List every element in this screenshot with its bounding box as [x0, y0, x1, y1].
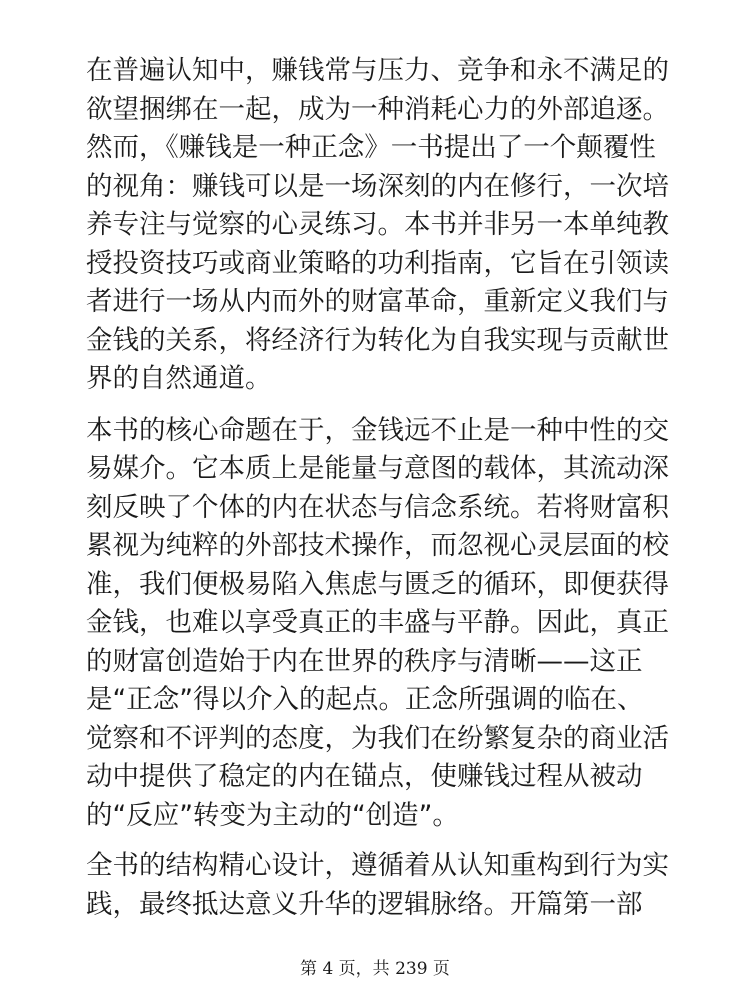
text-line: 养专注与觉察的心灵练习。本书并非另一本单纯教: [86, 209, 669, 240]
text-line: 全书的结构精心设计，遵循着从认知重构到行为实: [86, 850, 669, 881]
text-line: 欲望捆绑在一起，成为一种消耗心力的外部追逐。: [86, 93, 669, 125]
text-line: 刻反映了个体的内在状态与信念系统。若将财富积: [86, 491, 669, 523]
text-line: 金钱的关系，将经济行为转化为自我实现与贡献世: [86, 324, 669, 356]
text-line: 是“正念”得以介入的起点。正念所强调的临在、: [86, 684, 644, 715]
text-line: 的视角：赚钱可以是一场深刻的内在修行，一次培: [86, 170, 669, 202]
text-line: 的“反应”转变为主动的“创造”。: [86, 799, 459, 831]
text-line: 金钱，也难以享受真正的丰盛与平静。因此，真正: [86, 607, 669, 638]
text-line: 然而，《赚钱是一种正念》一书提出了一个颠覆性: [86, 132, 656, 163]
text-line: 动中提供了稳定的内在锚点，使赚钱过程从被动: [86, 761, 643, 792]
text-line: 累视为纯粹的外部技术操作，而忽视心灵层面的校: [86, 530, 669, 561]
text-line: 易媒介。它本质上是能量与意图的载体，其流动深: [86, 453, 669, 484]
text-line: 授投资技巧或商业策略的功利指南，它旨在引领读: [86, 247, 669, 279]
text-line: 践，最终抵达意义升华的逻辑脉络。开篇第一部: [86, 888, 643, 920]
page-number-footer: 第 4 页，共 239 页: [300, 959, 450, 979]
text-line: 觉察和不评判的态度，为我们在纷繁复杂的商业活: [86, 722, 669, 754]
document-body: [86, 52, 669, 924]
text-line: 界的自然通道。: [86, 363, 272, 394]
text-line: 的财富创造始于内在世界的秩序与清晰——这正: [86, 645, 643, 677]
text-line: 在普遍认知中，赚钱常与压力、竞争和永不满足的: [86, 55, 669, 86]
text-line: 本书的核心命题在于，金钱远不止是一种中性的交: [86, 414, 669, 446]
paragraph: [86, 412, 669, 836]
paragraph: [86, 52, 669, 399]
text-line: 者进行一场从内而外的财富革命，重新定义我们与: [86, 286, 669, 317]
paragraph: [86, 847, 669, 924]
text-line: 准，我们便极易陷入焦虑与匮乏的循环，即便获得: [86, 568, 669, 600]
